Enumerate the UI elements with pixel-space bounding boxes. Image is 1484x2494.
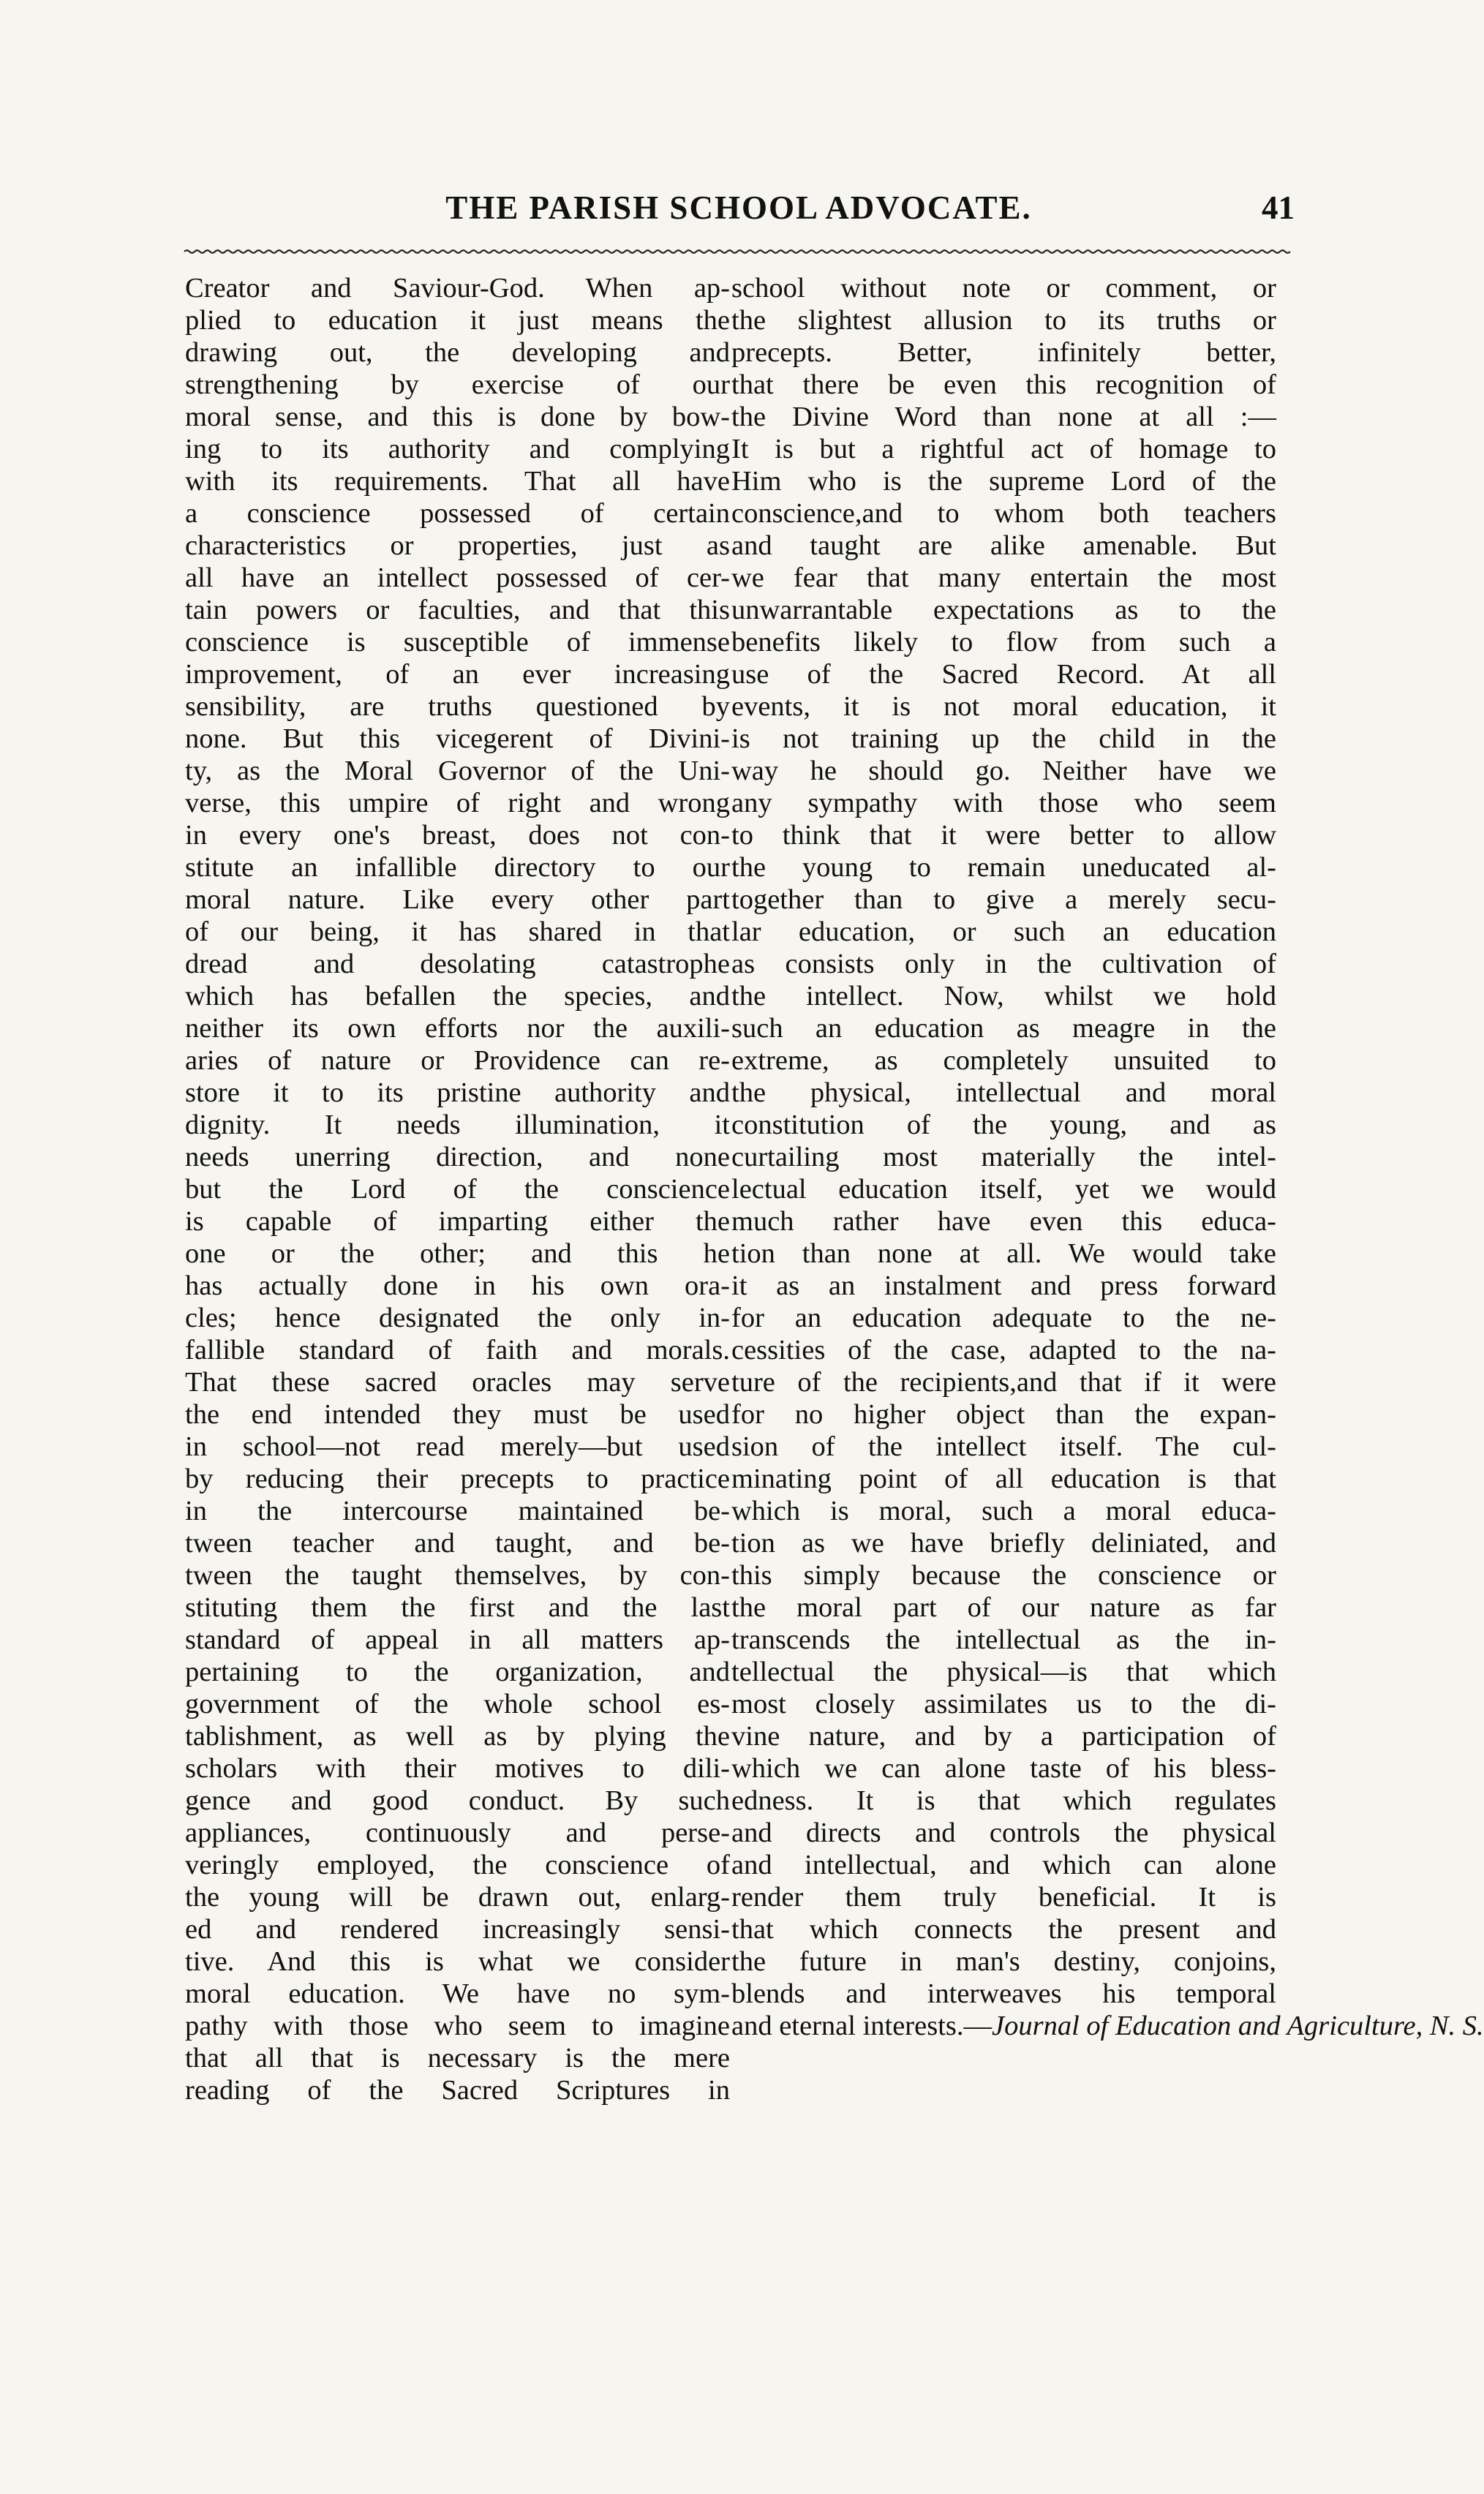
text-line: any sympathy with those who seem (731, 788, 1276, 818)
text-line: Creator and Saviour-God. When ap- (185, 273, 730, 304)
text-line: sion of the intellect itself. The cul- (731, 1431, 1276, 1462)
source-citation: Journal of Education and Agriculture, N. S. (992, 2011, 1484, 2041)
text-line: much rather have even this educa- (731, 1206, 1276, 1237)
text-line: tween the taught themselves, by con- (185, 1560, 730, 1591)
text-line: tion as we have briefly deliniated, and (731, 1528, 1276, 1559)
text-line: we fear that many entertain the most (731, 562, 1276, 593)
text-line: tive. And this is what we consider (185, 1946, 730, 1977)
text-line: the physical, intellectual and moral (731, 1077, 1276, 1108)
text-line: store it to its pristine authority and (185, 1077, 730, 1108)
text-line: which we can alone taste of his bless- (731, 1753, 1276, 1784)
text-line: transcends the intellectual as the in- (731, 1624, 1276, 1655)
text-line: stituting them the first and the last (185, 1592, 730, 1623)
text-line: most closely assimilates us to the di- (731, 1689, 1276, 1719)
text-line: unwarrantable expectations as to the (731, 595, 1276, 625)
text-line: use of the Sacred Record. At all (731, 659, 1276, 690)
text-line: way he should go. Neither have we (731, 756, 1276, 786)
text-line: minating point of all education is that (731, 1463, 1276, 1494)
text-line: the Divine Word than none at all :— (731, 402, 1276, 432)
text-line: that there be even this recognition of (731, 369, 1276, 400)
text-line: tion than none at all. We would take (731, 1238, 1276, 1269)
text-line: as consists only in the cultivation of (731, 949, 1276, 979)
text-line: fallible standard of faith and morals. (185, 1335, 730, 1365)
text-line: reading of the Sacred Scriptures in (185, 2075, 730, 2106)
text-line: is not training up the child in the (731, 723, 1276, 754)
running-title: THE PARISH SCHOOL ADVOCATE. (445, 189, 1032, 226)
text-line: cessities of the case, adapted to the na- (731, 1335, 1276, 1365)
text-line: curtailing most materially the intel- (731, 1142, 1276, 1172)
text-line: render them truly beneficial. It is (731, 1882, 1276, 1913)
text-line: edness. It is that which regulates (731, 1785, 1276, 1816)
text-line: veringly employed, the conscience of (185, 1850, 730, 1880)
text-line: government of the whole school es- (185, 1689, 730, 1719)
decorative-wavy-rule (184, 247, 1289, 256)
text-line: sensibility, are truths questioned by (185, 691, 730, 722)
text-line: tablishment, as well as by plying the (185, 1721, 730, 1752)
text-line: blends and interweaves his temporal (731, 1978, 1276, 2009)
text-line: such an education as meagre in the (731, 1013, 1276, 1044)
text-line: a conscience possessed of certain (185, 498, 730, 529)
text-line: ty, as the Moral Governor of the Uni- (185, 756, 730, 786)
text-line: dignity. It needs illumination, it (185, 1110, 730, 1140)
text-line: plied to education it just means the (185, 305, 730, 336)
text-line: and eternal interests.—Journal of Education and Agriculture, N. S. (731, 2011, 1484, 2041)
text-line: verse, this umpire of right and wrong (185, 788, 730, 818)
text-line: Him who is the supreme Lord of the (731, 466, 1276, 497)
text-line: moral education. We have no sym- (185, 1978, 730, 2009)
text-line: for an education adequate to the ne- (731, 1303, 1276, 1333)
text-line: drawing out, the developing and (185, 337, 730, 368)
text-line: one or the other; and this he (185, 1238, 730, 1269)
text-column-left (185, 272, 730, 2106)
text-line: has actually done in his own ora- (185, 1270, 730, 1301)
text-line: the end intended they must be used (185, 1399, 730, 1430)
text-line: strengthening by exercise of our (185, 369, 730, 400)
text-line: ture of the recipients,and that if it were (731, 1367, 1276, 1398)
text-line: that all that is necessary is the mere (185, 2043, 730, 2073)
text-line: conscience is susceptible of immense (185, 627, 730, 658)
page-header (183, 189, 1295, 240)
text-column-right (731, 272, 1484, 2042)
text-line: and directs and controls the physical (731, 1817, 1276, 1848)
text-line: conscience,and to whom both teachers (731, 498, 1276, 529)
text-line: moral sense, and this is done by bow- (185, 402, 730, 432)
text-line: pathy with those who seem to imagine (185, 2011, 730, 2041)
text-line: it as an instalment and press forward (731, 1270, 1276, 1301)
text-line: the young will be drawn out, enlarg- (185, 1882, 730, 1913)
text-line: the moral part of our nature as far (731, 1592, 1276, 1623)
text-line: improvement, of an ever increasing (185, 659, 730, 690)
text-line: school without note or comment, or (731, 273, 1276, 304)
text-line: in every one's breast, does not con- (185, 820, 730, 851)
text-line: neither its own efforts nor the auxili- (185, 1013, 730, 1044)
text-line: vine nature, and by a participation of (731, 1721, 1276, 1752)
text-line: is capable of imparting either the (185, 1206, 730, 1237)
text-line: lectual education itself, yet we would (731, 1174, 1276, 1205)
text-line: none. But this vicegerent of Divini- (185, 723, 730, 754)
text-line: lar education, or such an education (731, 916, 1276, 947)
text-line: scholars with their motives to dili- (185, 1753, 730, 1784)
text-line: for no higher object than the expan- (731, 1399, 1276, 1430)
text-line: ing to its authority and complying (185, 434, 730, 464)
text-line: to think that it were better to allow (731, 820, 1276, 851)
text-line: and intellectual, and which can alone (731, 1850, 1276, 1880)
page-number: 41 (1262, 189, 1295, 226)
text-line: all have an intellect possessed of cer- (185, 562, 730, 593)
text-line: this simply because the conscience or (731, 1560, 1276, 1591)
text-line: characteristics or properties, just as (185, 530, 730, 561)
text-line: tellectual the physical—is that which (731, 1657, 1276, 1687)
text-line: tain powers or faculties, and that this (185, 595, 730, 625)
text-line: which is moral, such a moral educa- (731, 1496, 1276, 1526)
text-line: which has befallen the species, and (185, 981, 730, 1011)
text-line: stitute an infallible directory to our (185, 852, 730, 883)
text-line: precepts. Better, infinitely better, (731, 337, 1276, 368)
text-line: the slightest allusion to its truths or (731, 305, 1276, 336)
text-line: in school—not read merely—but used (185, 1431, 730, 1462)
text-line: that which connects the present and (731, 1914, 1276, 1945)
text-line: tween teacher and taught, and be- (185, 1528, 730, 1559)
text-line: It is but a rightful act of homage to (731, 434, 1276, 464)
text-line: the future in man's destiny, conjoins, (731, 1946, 1276, 1977)
text-line: by reducing their precepts to practice (185, 1463, 730, 1494)
text-line: pertaining to the organization, and (185, 1657, 730, 1687)
text-line: in the intercourse maintained be- (185, 1496, 730, 1526)
text-line: That these sacred oracles may serve (185, 1367, 730, 1398)
text-line: benefits likely to flow from such a (731, 627, 1276, 658)
text-line: but the Lord of the conscience (185, 1174, 730, 1205)
text-line: cles; hence designated the only in- (185, 1303, 730, 1333)
text-line: with its requirements. That all have (185, 466, 730, 497)
text-line: the intellect. Now, whilst we hold (731, 981, 1276, 1011)
text-line: dread and desolating catastrophe (185, 949, 730, 979)
text-line: appliances, continuously and perse- (185, 1817, 730, 1848)
text-line: extreme, as completely unsuited to (731, 1045, 1276, 1076)
text-line: ed and rendered increasingly sensi- (185, 1914, 730, 1945)
text-line: needs unerring direction, and none (185, 1142, 730, 1172)
text-line: the young to remain uneducated al- (731, 852, 1276, 883)
text-line: events, it is not moral education, it (731, 691, 1276, 722)
text-line: of our being, it has shared in that (185, 916, 730, 947)
text-line: together than to give a merely secu- (731, 884, 1276, 915)
text-line: moral nature. Like every other part (185, 884, 730, 915)
text-line: constitution of the young, and as (731, 1110, 1276, 1140)
text-line: aries of nature or Providence can re- (185, 1045, 730, 1076)
text-line: gence and good conduct. By such (185, 1785, 730, 1816)
text-line: standard of appeal in all matters ap- (185, 1624, 730, 1655)
text-line: and taught are alike amenable. But (731, 530, 1276, 561)
